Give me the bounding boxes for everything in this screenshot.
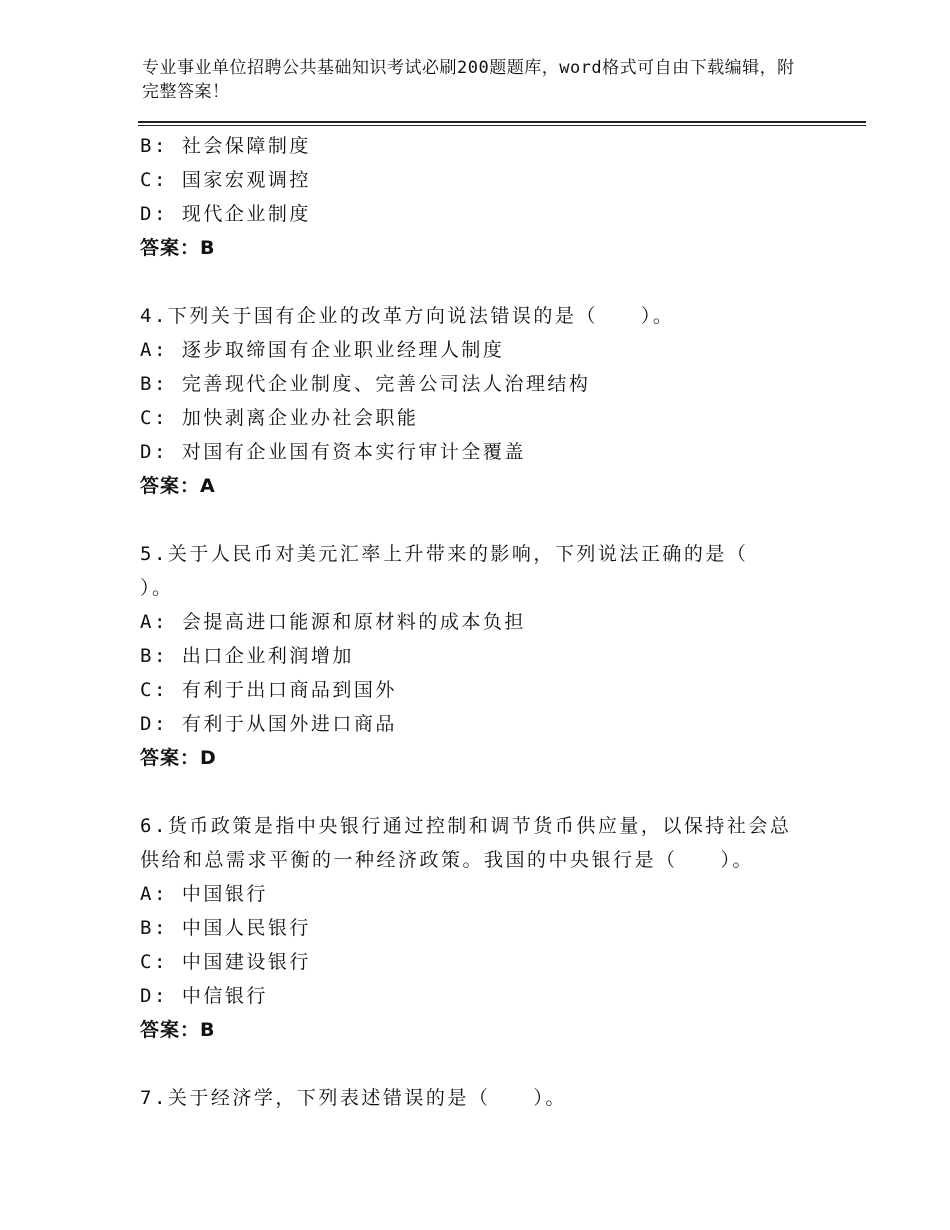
question-5-block [140,537,840,775]
answer: 答案：B [140,1019,216,1041]
option-a: A: 会提高进口能源和原材料的成本负担 [140,611,526,633]
answer: 答案：D [140,747,217,769]
option-d: D: 有利于从国外进口商品 [140,713,397,735]
spacer [140,1047,840,1081]
question-text-line-1: 6.货币政策是指中央银行通过控制和调节货币供应量，以保持社会总 [140,815,792,837]
question-text-line-2: 供给和总需求平衡的一种经济政策。我国的中央银行是（ ）。 [140,849,755,871]
option-d: D: 中信银行 [140,985,268,1007]
option-b: B: 社会保障制度 [140,135,311,157]
question-3-block [140,129,840,265]
spacer [140,265,840,299]
option-b: B: 中国人民银行 [140,917,311,939]
header-text: 专业事业单位招聘公共基础知识考试必刷200题题库，word格式可自由下载编辑，附完整答案！ [142,58,795,102]
question-7-block [140,1081,840,1115]
spacer [140,503,840,537]
option-c: C: 加快剥离企业办社会职能 [140,407,419,429]
option-b: B: 出口企业利润增加 [140,645,354,667]
question-6-block [140,809,840,1047]
option-a: A: 中国银行 [140,883,268,905]
question-text: 7.关于经济学，下列表述错误的是（ ）。 [140,1087,567,1109]
option-d: D: 对国有企业国有资本实行审计全覆盖 [140,441,526,463]
option-a: A: 逐步取缔国有企业职业经理人制度 [140,339,505,361]
option-b: B: 完善现代企业制度、完善公司法人治理结构 [140,373,591,395]
option-d: D: 现代企业制度 [140,203,311,225]
question-text: 4.下列关于国有企业的改革方向说法错误的是（ ）。 [140,305,675,327]
option-c: C: 国家宏观调控 [140,169,311,191]
document-header [142,56,802,104]
question-4-block [140,299,840,503]
spacer [140,775,840,809]
option-c: C: 中国建设银行 [140,951,311,973]
answer: 答案：A [140,475,216,497]
header-rule-thin [138,125,866,126]
question-content [140,129,840,1115]
header-rule-thick [138,121,866,123]
question-text-line-2: ）。 [140,577,174,599]
question-text-line-1: 5.关于人民币对美元汇率上升带来的影响，下列说法正确的是（ [140,543,749,565]
option-c: C: 有利于出口商品到国外 [140,679,397,701]
answer: 答案：B [140,237,216,259]
